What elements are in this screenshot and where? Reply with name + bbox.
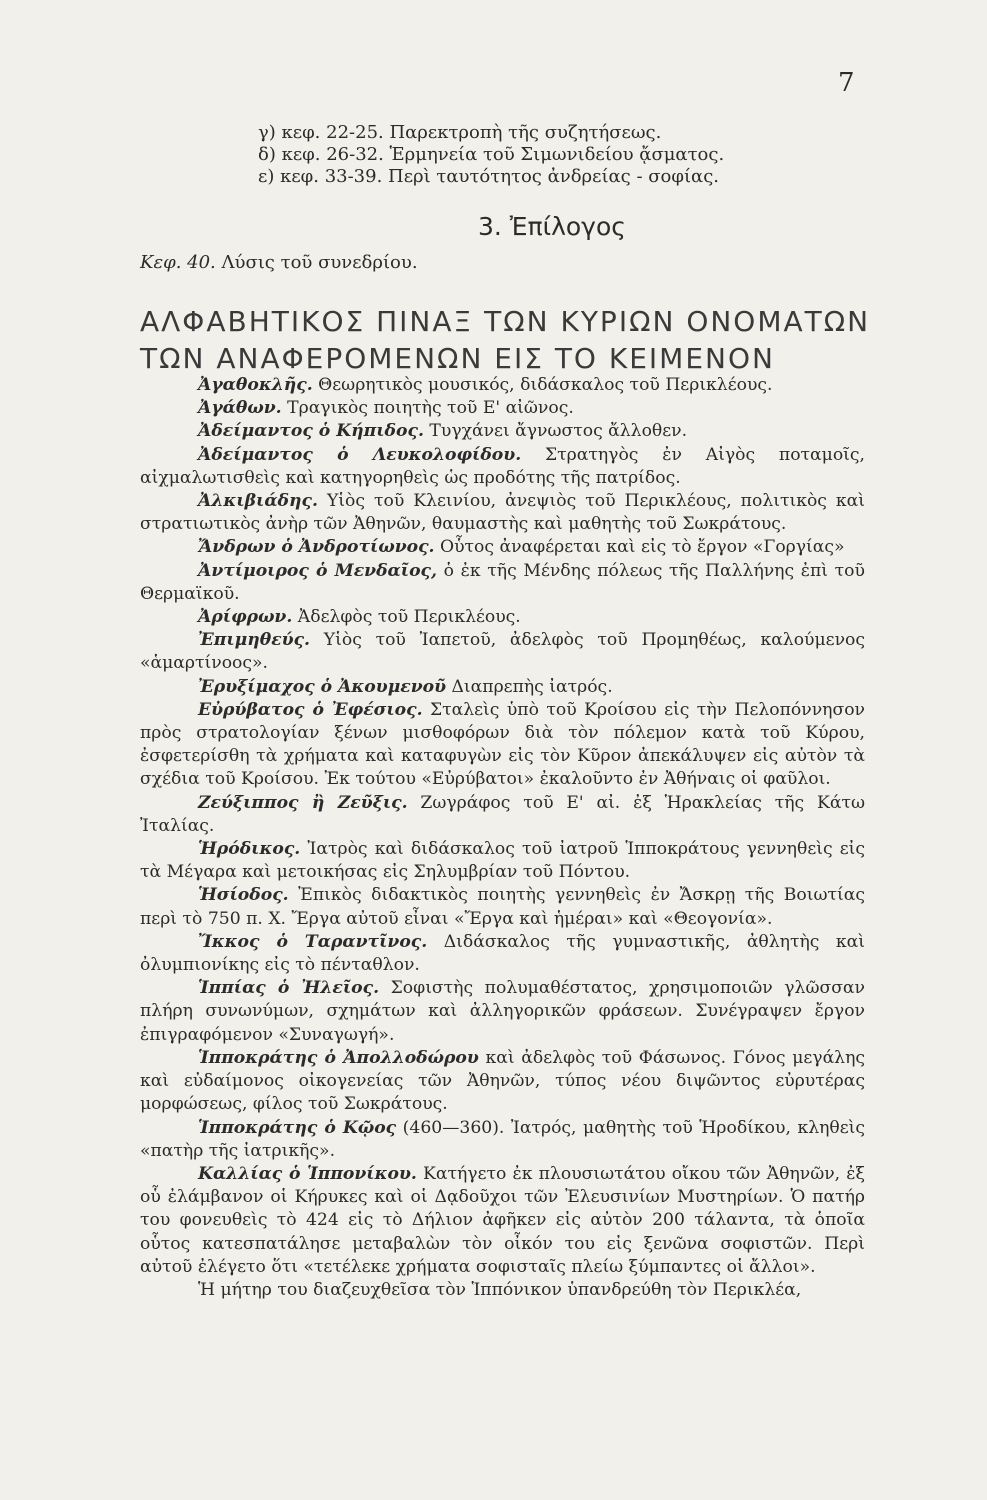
entry-text: Ζωγράφος τοῦ Ε' αἰ. ἐξ Ἡρακλείας τῆς Κάτω Ἰταλίας. <box>140 792 865 836</box>
entry-name: Ἱππίας ὁ Ἠλεῖος. <box>198 978 380 999</box>
entry-name: Ζεύξιππος ἢ Ζεῦξις. <box>198 792 408 813</box>
index-entry <box>140 699 865 792</box>
entry-text: Υἱὸς τοῦ Ἰαπετοῦ, ἀδελφὸς τοῦ Προμηθέως, καλούμενος «ἁμαρτίνοος». <box>140 630 865 674</box>
index-entry <box>140 629 865 675</box>
index-entry <box>140 838 865 884</box>
entry-name: Ἀντίμοιρος ὁ Μενδαῖος, <box>198 560 437 581</box>
entry-name: Ἀγαθοκλῆς. <box>198 375 313 395</box>
entry-text: Ἀδελφὸς τοῦ Περικλέους. <box>292 607 521 628</box>
index-entry <box>140 444 865 490</box>
entry-name: Ἱπποκράτης ὁ Ἀπολλοδώρου <box>198 1047 479 1068</box>
entry-text: Τραγικὸς ποιητὴς τοῦ Ε' αἰῶνος. <box>281 398 574 419</box>
entry-name: Ἡσίοδος. <box>198 885 289 906</box>
entry-text: καὶ ἀδελφὸς τοῦ Φάσωνος. Γόνος μεγάλης καὶ εὐδαίμονος οἰκογενείας τῶν Ἀθηνῶν, τύπος νέου διψῶντος εὐρυτέρας μορφώσεως, φίλος τοῦ Σωκράτους. <box>140 1047 865 1115</box>
chapter-40 <box>140 252 418 273</box>
entry-text: Οὗτος ἀναφέρεται καὶ εἰς τὸ ἔργον «Γοργίας» <box>434 537 845 558</box>
entry-name: Ἀλκιβιάδης. <box>198 491 318 512</box>
entry-name: Εὐρύβατος ὁ Ἐφέσιος. <box>198 699 423 720</box>
index-entry <box>140 1047 865 1117</box>
index-entry <box>140 792 865 838</box>
index-title-line-2: ΤΩΝ ΑΝΑΦΕΡΟΜΕΝΩΝ ΕΙΣ ΤΟ ΚΕΙΜΕΝΟΝ <box>140 342 775 375</box>
index-entry <box>140 884 865 930</box>
entry-text: Θεωρητικὸς μουσικός, διδάσκαλος τοῦ Περικλέους. <box>312 375 773 395</box>
entry-text: Ἡ μήτηρ του διαζευχθεῖσα τὸν Ἱππόνικον ὑπανδρεύθη τὸν Περικλέα, <box>198 1279 802 1300</box>
entry-name: Ἡρόδικος. <box>198 839 301 860</box>
index-entry <box>140 676 865 699</box>
outline-item: γ) κεφ. 22-25. Παρεκτροπὴ τῆς συζητήσεως. <box>258 122 662 143</box>
index-entry <box>140 536 865 559</box>
outline-item: δ) κεφ. 26-32. Ἑρμηνεία τοῦ Σιμωνιδείου ᾄσματος. <box>258 144 725 165</box>
entry-text: Σοφιστὴς πολυμαθέστατος, χρησιμοποιῶν γλῶσσαν πλήρη συνωνύμων, σχημάτων καὶ ἀλληγορικῶν φράσεων. Συνέγραψεν ἔργον ἐπιγραφόμενον «Συναγωγή». <box>140 978 865 1045</box>
index-entry <box>140 397 865 420</box>
entry-text: Τυγχάνει ἄγνωστος ἄλλοθεν. <box>423 421 688 442</box>
entry-name: Ἀδείμαντος ὁ Λευκολοφίδου. <box>198 444 522 465</box>
entry-name: Ἄνδρων ὁ Ἀνδροτίωνος. <box>198 537 435 558</box>
entry-name: Ἀδείμαντος ὁ Κήπιδος. <box>198 421 424 442</box>
index-title-line-1: ΑΛΦΑΒΗΤΙΚΟΣ ΠΙΝΑΞ ΤΩΝ ΚΥΡΙΩΝ ΟΝΟΜΑΤΩΝ <box>140 305 871 338</box>
entry-name: Καλλίας ὁ Ἱππονίκου. <box>198 1163 417 1184</box>
entry-text: ὁ ἐκ τῆς Μένδης πόλεως τῆς Παλλήνης ἐπὶ τοῦ Θερμαϊκοῦ. <box>140 560 865 604</box>
entry-text: Υἱὸς τοῦ Κλεινίου, ἀνεψιὸς τοῦ Περικλέους, πολιτικὸς καὶ στρατιωτικὸς ἀνὴρ τῶν Ἀθηνῶν, θαυμαστὴς καὶ μαθητὴς τοῦ Σωκράτους. <box>140 491 865 535</box>
index-entry <box>140 931 865 977</box>
entry-text: Ἰατρὸς καὶ διδάσκαλος τοῦ ἰατροῦ Ἱπποκράτους γεννηθεὶς εἰς τὰ Μέγαρα καὶ μετοικήσας εἰς Σηλυμβρίαν τοῦ Πόντου. <box>140 839 865 883</box>
outline-item: ε) κεφ. 33-39. Περὶ ταυτότητος ἀνδρείας - σοφίας. <box>258 166 720 187</box>
epilogue-heading: 3. Ἐπίλογος <box>478 212 626 241</box>
chapter-40-label: Κεφ. 40. <box>140 252 216 273</box>
index-entry <box>140 1117 865 1163</box>
index-entry <box>140 420 865 443</box>
entry-name: Ἴκκος ὁ Ταραντῖνος. <box>198 931 428 952</box>
entry-text: (460—360). Ἰατρός, μαθητὴς τοῦ Ἡροδίκου, κληθεὶς «πατὴρ τῆς ἰατρικῆς». <box>140 1117 866 1161</box>
entry-name: Ἀγάθων. <box>198 398 282 419</box>
entry-name: Ἀρίφρων. <box>198 607 293 628</box>
outline <box>258 122 724 188</box>
entry-text: Σταλεὶς ὑπὸ τοῦ Κροίσου εἰς τὴν Πελοπόννησον πρὸς στρατολογίαν ξένων μισθοφόρων διὰ τὸν πόλεμον κατὰ τοῦ Κύρου, ἐσφετερίσθη τὰ χρήματα καὶ καταφυγὼν εἰς τὸν Κῦρον ἀπεκάλυψεν εἰς αὐτὸν τὰ σχέδια τοῦ Κροίσου. Ἐκ τούτου «Εὐρύβατοι» ἐκαλοῦντο ἐν Ἀθήναις οἱ φαῦλοι. <box>140 699 865 790</box>
page-number: 7 <box>838 68 855 98</box>
chapter-40-text: Λύσις τοῦ συνεδρίου. <box>221 252 418 273</box>
entry-text: Κατήγετο ἐκ πλουσιωτάτου οἴκου τῶν Ἀθηνῶν, ἐξ οὗ ἐλάμβανον οἱ Κήρυκες καὶ οἱ Δᾳδοῦχοι τῶν Ἐλευσινίων Μυστηρίων. Ὁ πατήρ του φονευθεὶς τὸ 424 εἰς τὸ Δήλιον ἀφῆκεν εἰς αὐτὸν 200 τάλαντα, τὰ ὁποῖα οὗτος κατεσπατάλησε μεταβαλὼν τὸν οἶκόν του εἰς ξενῶνα σοφιστῶν. Περὶ αὐτοῦ ἐλέγετο ὅτι «τετέλεκε χρήματα σοφισταῖς πλείω ξύμπαντες οἱ ἄλλοι». <box>140 1163 866 1277</box>
entry-text: Διδάσκαλος τῆς γυμναστικῆς, ἀθλητὴς καὶ ὀλυμπιονίκης εἰς τὸ πένταθλον. <box>140 931 865 976</box>
index-entries <box>140 374 865 1302</box>
index-entry <box>140 1163 865 1279</box>
entry-name: Ἐρυξίμαχος ὁ Ἀκουμενοῦ <box>198 676 447 697</box>
entry-text: Διαπρεπὴς ἰατρός. <box>446 676 613 697</box>
entry-text: Ἐπικὸς διδακτικὸς ποιητὴς γεννηθεὶς ἐν Ἄσκρῃ τῆς Βοιωτίας περὶ τὸ 750 π. Χ. Ἔργα αὐτοῦ εἶναι «Ἔργα καὶ ἡμέραι» καὶ «Θεογονία». <box>140 885 865 929</box>
index-entry <box>140 1279 865 1302</box>
index-entry <box>140 977 865 1047</box>
entry-name: Ἱπποκράτης ὁ Κῷος <box>198 1117 397 1138</box>
index-entry <box>140 606 865 629</box>
entry-name: Ἐπιμηθεύς. <box>198 630 311 651</box>
index-entry <box>140 560 865 606</box>
index-entry <box>140 490 865 536</box>
index-entry <box>140 374 865 397</box>
entry-text: Στρατηγὸς ἐν Αἰγὸς ποταμοῖς, αἰχμαλωτισθεὶς καὶ κατηγορηθεὶς ὡς προδότης τῆς πατρίδος. <box>140 444 866 488</box>
